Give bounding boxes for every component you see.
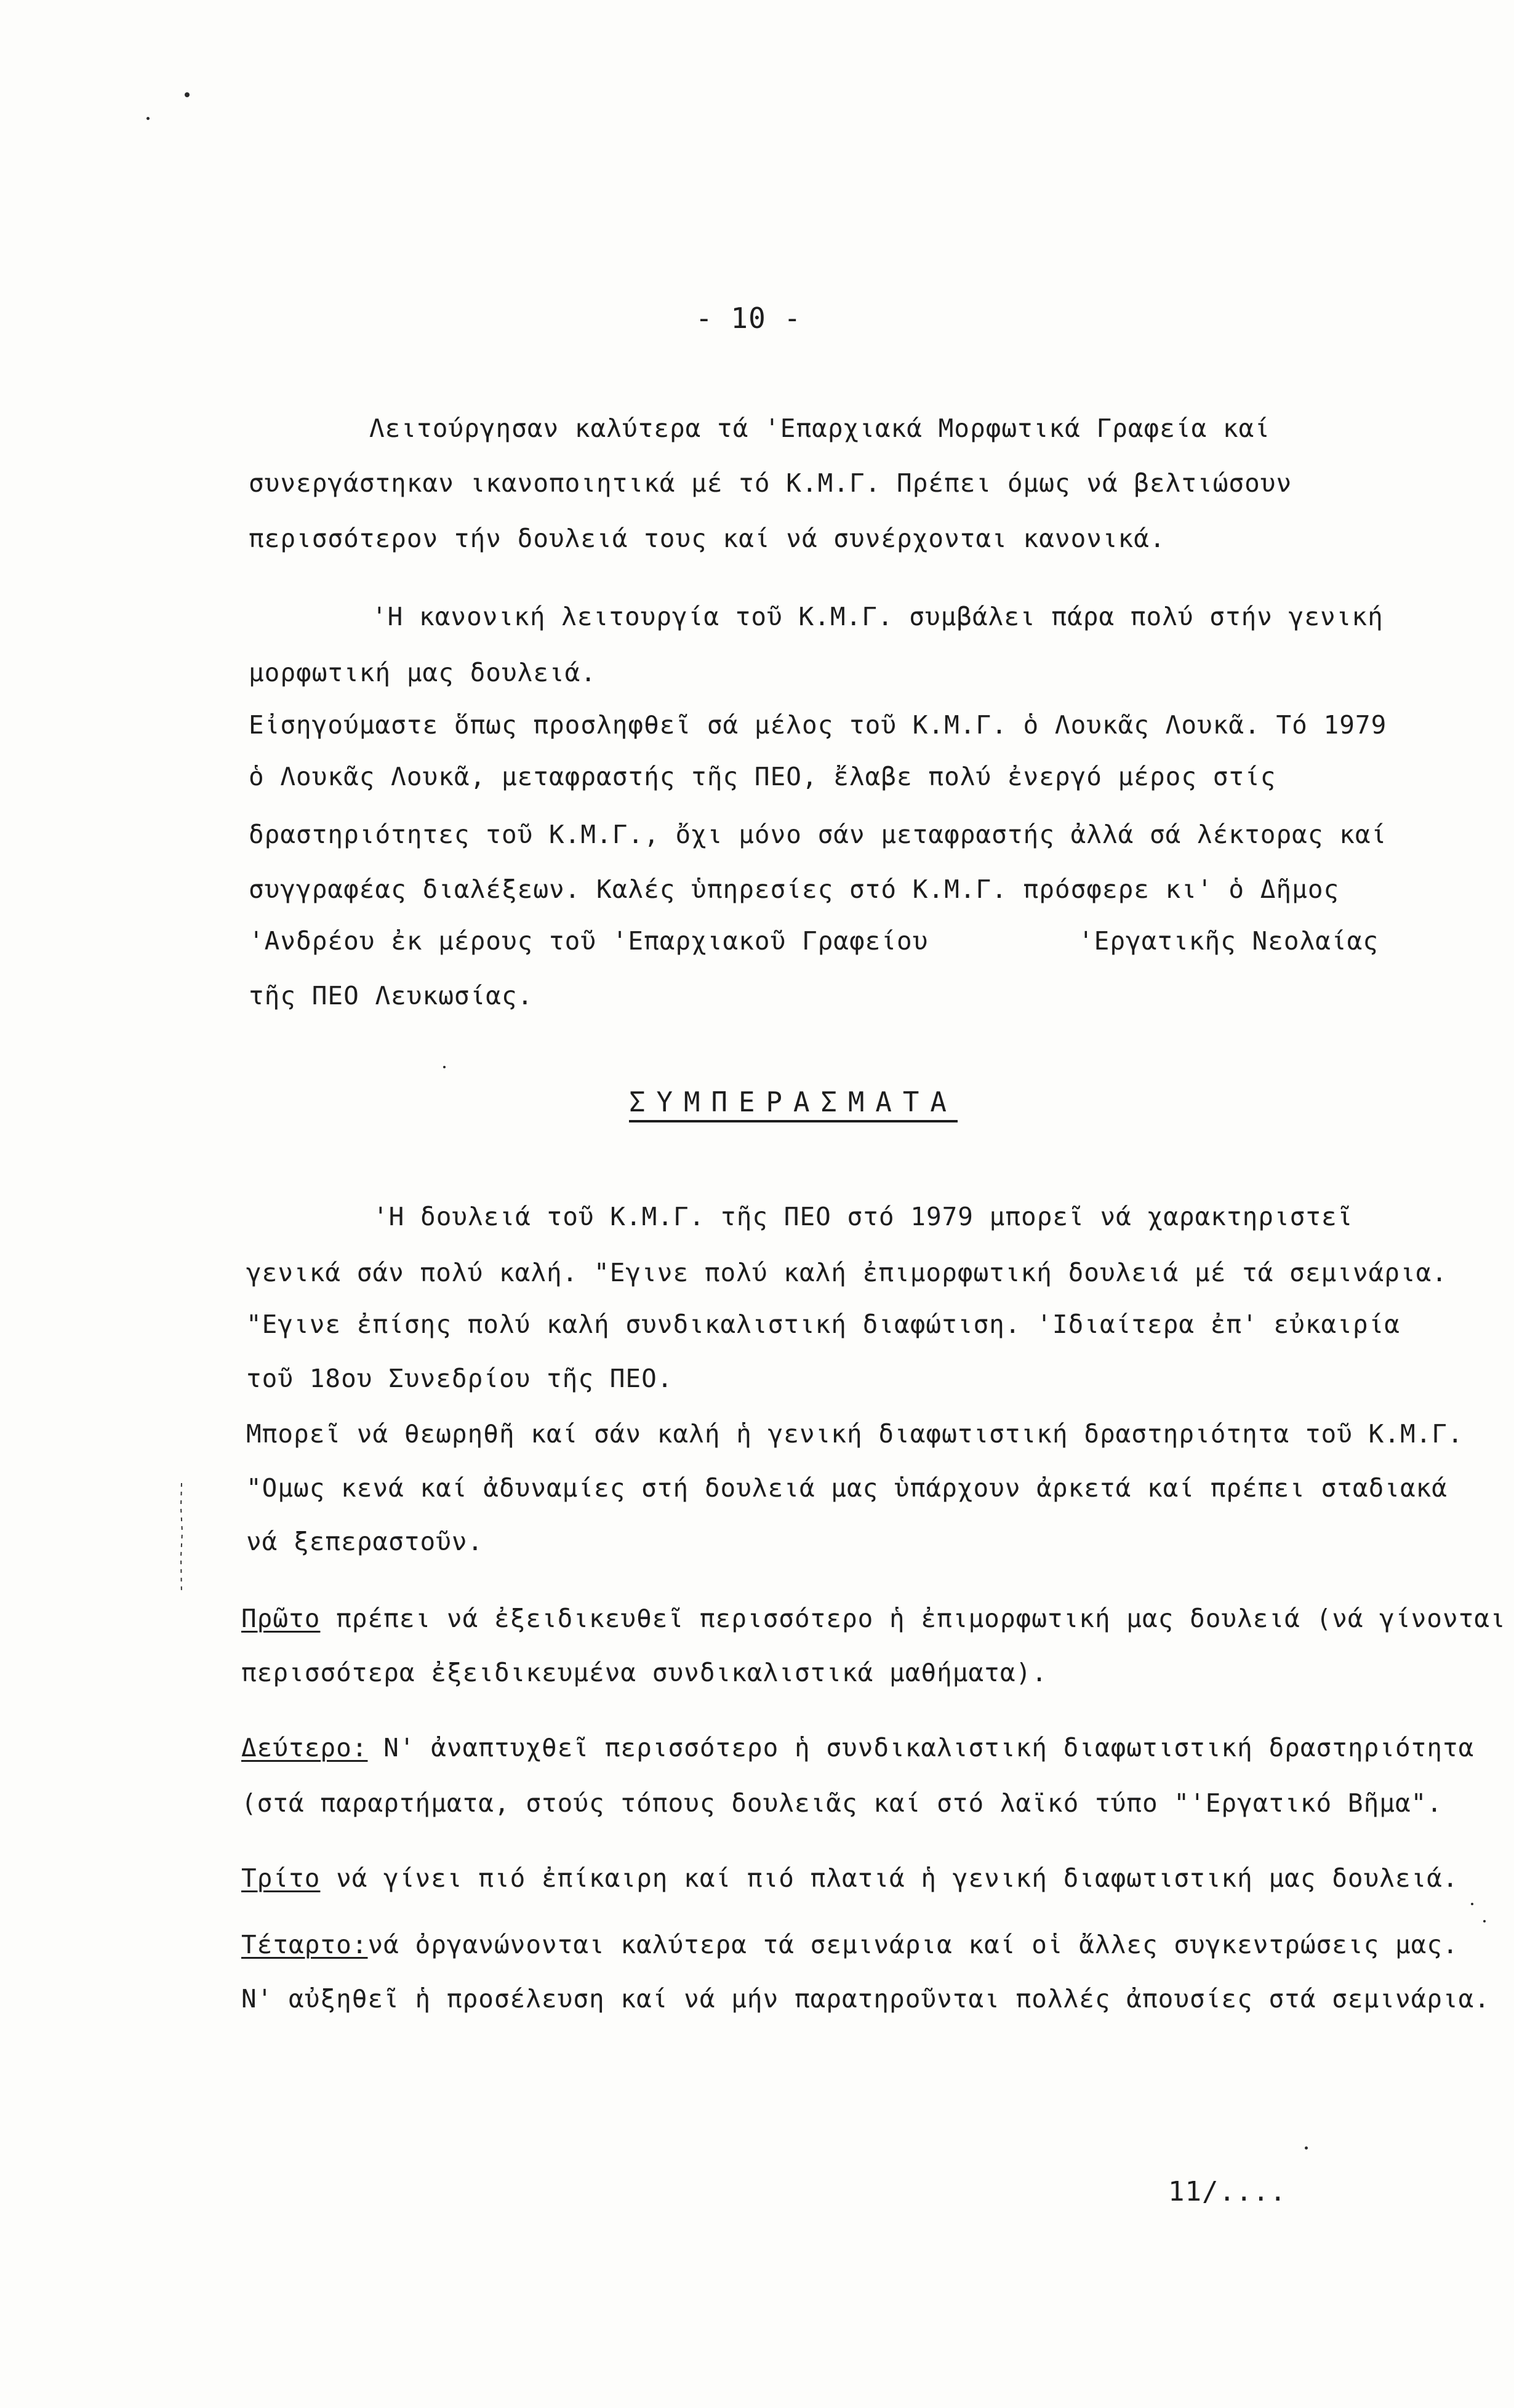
section-heading: ΣΥΜΠΕΡΑΣΜΑΤΑ — [629, 1089, 958, 1122]
fourth-text-1: νά ὀργανώνονται καλύτερα τά σεμινάρια καί οἱ ἄλλες συγκεντρώσεις μας. — [367, 1930, 1459, 1959]
page-number: - 10 - — [695, 302, 802, 335]
p2-line-4: ὁ Λουκᾶς Λουκᾶ, μεταφραστής τῆς ΠΕΟ, ἔλαβε πολύ ἐνεργό μέρος στίς — [249, 762, 1276, 791]
c-line-5: Μπορεῖ νά θεωρηθῆ καί σάν καλή ἡ γενική διαφωτιστική δραστηριότητα τοῦ Κ.Μ.Γ. — [246, 1419, 1464, 1449]
p2-line-5: δραστηριότητες τοῦ Κ.Μ.Γ., ὄχι μόνο σάν μεταφραστής ἀλλά σά λέκτορας καί — [249, 820, 1387, 849]
p2-line-7-right: 'Εργατικῆς Νεολαίας — [1078, 926, 1379, 956]
fourth-label: Τέταρτο: — [241, 1930, 368, 1959]
scan-speck — [1471, 1903, 1473, 1905]
c-line-2: γενικά σάν πολύ καλή. "Εγινε πολύ καλή ἐπιμορφωτική δουλειά μέ τά σεμινάρια. — [246, 1258, 1448, 1287]
p1-line-1: Λειτούργησαν καλύτερα τά 'Επαρχιακά Μορφωτικά Γραφεία καί — [369, 414, 1270, 443]
fourth-text-2: Ν' αὐξηθεῖ ἡ προσέλευση καί νά μήν παρατηροῦνται πολλές ἀπουσίες στά σεμινάρια. — [241, 1984, 1491, 2014]
scan-speck — [185, 92, 190, 97]
c-line-6: "Ομως κενά καί ἀδυναμίες στή δουλειά μας ὑπάρχουν ἀρκετά καί πρέπει σταδιακά — [246, 1473, 1448, 1503]
c-line-1: 'Η δουλειά τοῦ Κ.Μ.Γ. τῆς ΠΕΟ στό 1979 μπορεῖ νά χαρακτηριστεῖ — [373, 1202, 1353, 1231]
p2-line-6: συγγραφέας διαλέξεων. Καλές ὑπηρεσίες στό Κ.Μ.Γ. πρόσφερε κι' ὁ Δῆμος — [249, 874, 1340, 904]
first-text-2: περισσότερα ἐξειδικευμένα συνδικαλιστικά μαθήματα). — [241, 1658, 1047, 1687]
p2-line-8: τῆς ΠΕΟ Λευκωσίας. — [249, 981, 534, 1010]
first-label: Πρῶτο — [241, 1604, 321, 1633]
scan-speck — [1305, 2146, 1308, 2150]
first-text-1: πρέπει νά ἐξειδικευθεῖ περισσότερο ἡ ἐπιμορφωτική μας δουλειά (νά γίνονται — [320, 1604, 1506, 1633]
scan-speck — [443, 1066, 446, 1068]
continuation-marker: 11/.... — [1168, 2176, 1287, 2207]
scan-speck — [146, 117, 150, 120]
c-line-7: νά ξεπεραστοῦν. — [246, 1527, 484, 1556]
fourth-item — [241, 1932, 1459, 1958]
c-line-4: τοῦ 18ου Συνεδρίου τῆς ΠΕΟ. — [246, 1364, 673, 1393]
p1-line-2: συνεργάστηκαν ικανοποιητικά μέ τό Κ.Μ.Γ. Πρέπει όμως νά βελτιώσουν — [249, 468, 1292, 498]
third-label: Τρίτο — [241, 1863, 321, 1893]
second-item — [241, 1735, 1474, 1761]
p2-line-3: Εἰσηγούμαστε ὅπως προσληφθεῖ σά μέλος τοῦ Κ.Μ.Γ. ὁ Λουκᾶς Λουκᾶ. Τό 1979 — [249, 710, 1387, 740]
scan-speck — [1483, 1920, 1486, 1922]
c-line-3: "Εγινε ἐπίσης πολύ καλή συνδικαλιστική διαφώτιση. 'Ιδιαίτερα ἐπ' εὐκαιρία — [246, 1310, 1400, 1339]
third-text-1: νά γίνει πιό ἐπίκαιρη καί πιό πλατιά ἡ γενική διαφωτιστική μας δουλειά. — [320, 1863, 1459, 1893]
p2-line-7: 'Ανδρέου ἐκ μέρους τοῦ 'Επαρχιακοῦ Γραφείου — [249, 926, 929, 956]
margin-scratch-mark — [180, 1483, 183, 1594]
first-item — [241, 1606, 1506, 1631]
p2-line-1: 'Η κανονική λειτουργία τοῦ Κ.Μ.Γ. συμβάλει πάρα πολύ στήν γενική — [372, 602, 1384, 631]
p1-line-3: περισσότερον τήν δουλειά τους καί νά συνέρχονται κανονικά. — [249, 524, 1166, 553]
second-text-2: (στά παραρτήματα, στούς τόπους δουλειᾶς καί στό λαϊκό τύπο "'Εργατικό Βῆμα". — [241, 1788, 1443, 1818]
third-item — [241, 1863, 1459, 1893]
second-text-1: Ν' ἀναπτυχθεῖ περισσότερο ἡ συνδικαλιστική διαφωτιστική δραστηριότητα — [367, 1733, 1475, 1762]
second-label: Δεύτερο: — [241, 1733, 368, 1762]
p2-line-2: μορφωτική μας δουλειά. — [249, 658, 597, 687]
